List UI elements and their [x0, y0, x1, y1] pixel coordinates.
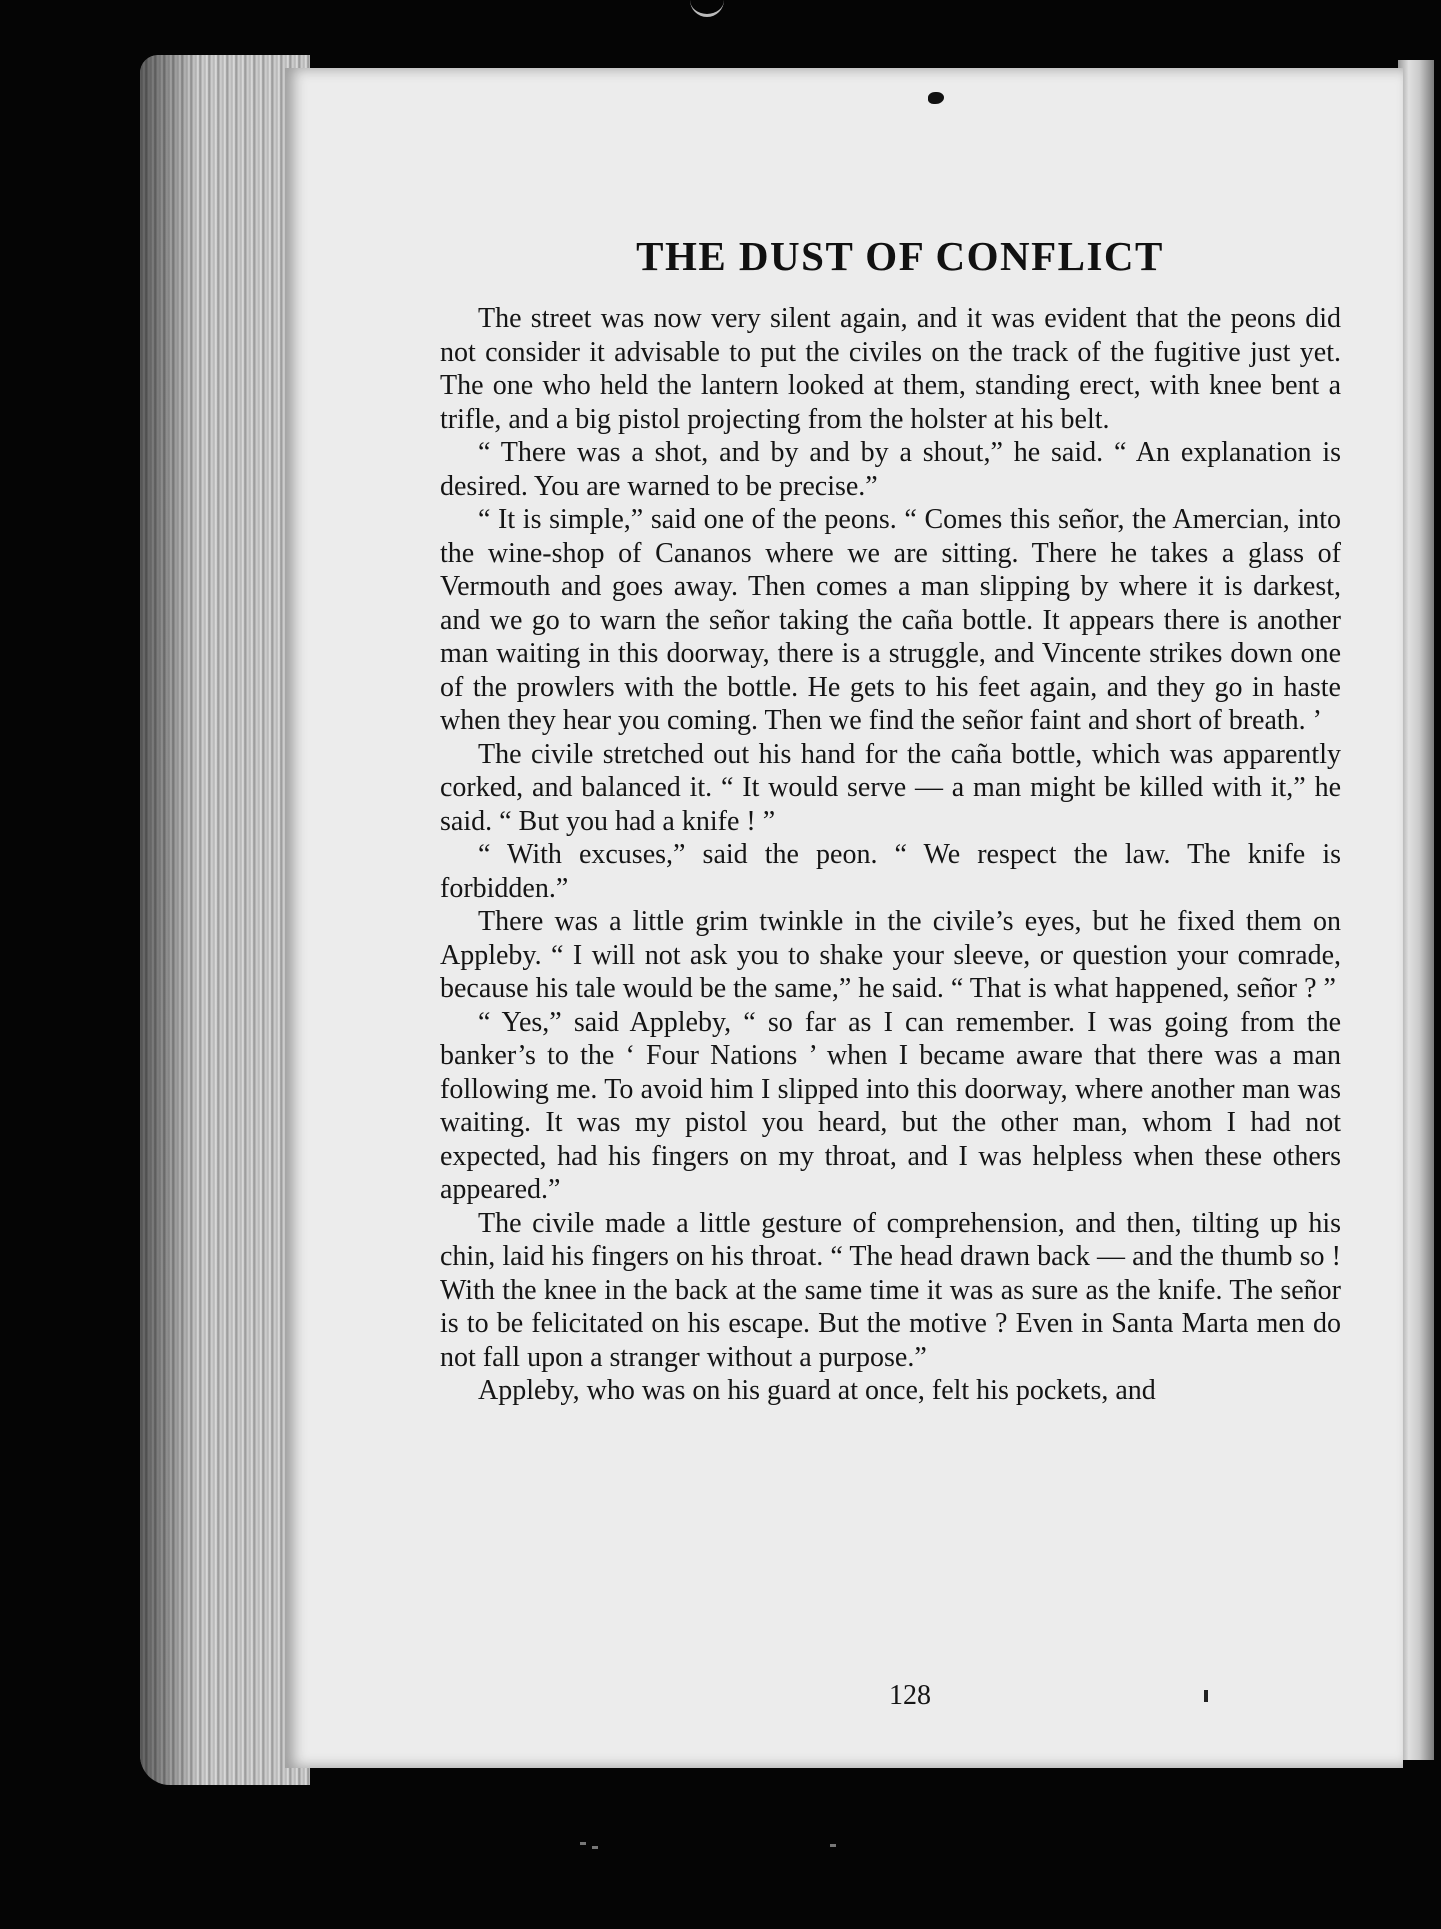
paragraph: There was a little grim twinkle in the civile’s eyes, but he fixed them on Appleby. “ I will not ask you to shake your sleeve, or question your comrade, because his tale would be the same,” he said. “ That is what happened, señor ? ” [440, 906, 1341, 1004]
scan-artifact [690, 0, 724, 17]
paragraph: “ Yes,” said Appleby, “ so far as I can remember. I was going from the banker’s to the ‘ Four Nations ’ when I became aware that there was a man following me. To avoid him I slipped into this doorway, where another man was waiting. It was my pistol you heard, but the other man, whom I had not expected, had his fingers on my throat, and I was helpless when these others appeared.” [440, 1006, 1341, 1205]
ink-speck [1204, 1690, 1208, 1702]
paragraph: The street was now very silent again, and it was evident that the peons did not consider it advisable to put the civiles on the track of the fugitive just yet. The one who held the lantern looked at them, standing erect, with knee bent a trifle, and a big pistol projecting from the holster at his belt. [440, 303, 1341, 435]
paragraph: “ With excuses,” said the peon. “ We respect the law. The knife is forbidden.” [440, 839, 1341, 904]
scan-specks [580, 1838, 880, 1858]
paragraph: Appleby, who was on his guard at once, felt his pockets, and [478, 1375, 1156, 1406]
paragraph: The civile stretched out his hand for the caña bottle, which was apparently corked, and balanced it. “ It would serve — a man might be killed with it,” he said. “ But you had a knife ! ” [440, 738, 1341, 837]
page-edge-shadow [140, 55, 200, 1785]
page-number: 128 [889, 1680, 931, 1711]
running-head: THE DUST OF CONFLICT [636, 233, 1164, 279]
paragraph: “ It is simple,” said one of the peons. “ Comes this señor, the Amercian, into the wine-shop of Cananos where we are sitting. There he takes a glass of Vermouth and goes away. Then comes a man slipping by where it is darkest, and we go to warn the señor taking the caña bottle. It appears there is another man waiting in this doorway, there is a struggle, and Vincente strikes down one of the prowlers with the bottle. He gets to his feet again, and they go in haste when they hear you coming. Then we find the señor faint and short of breath. ’ [440, 504, 1341, 736]
paragraph: The civile made a little gesture of comprehension, and then, tilting up his chin, laid his fingers on his throat. “ The head drawn back — and the thumb so ! With the knee in the back at the same time it was as sure as the knife. The señor is to be felicitated on his escape. But the motive ? Even in Santa Marta men do not fall upon a stranger without a purpose.” [440, 1207, 1341, 1373]
paragraph: “ There was a shot, and by and by a shout,” he said. “ An explanation is desired. You are warned to be precise.” [440, 437, 1341, 502]
book-right-edge [1398, 60, 1434, 1760]
page-body [440, 302, 1341, 1408]
